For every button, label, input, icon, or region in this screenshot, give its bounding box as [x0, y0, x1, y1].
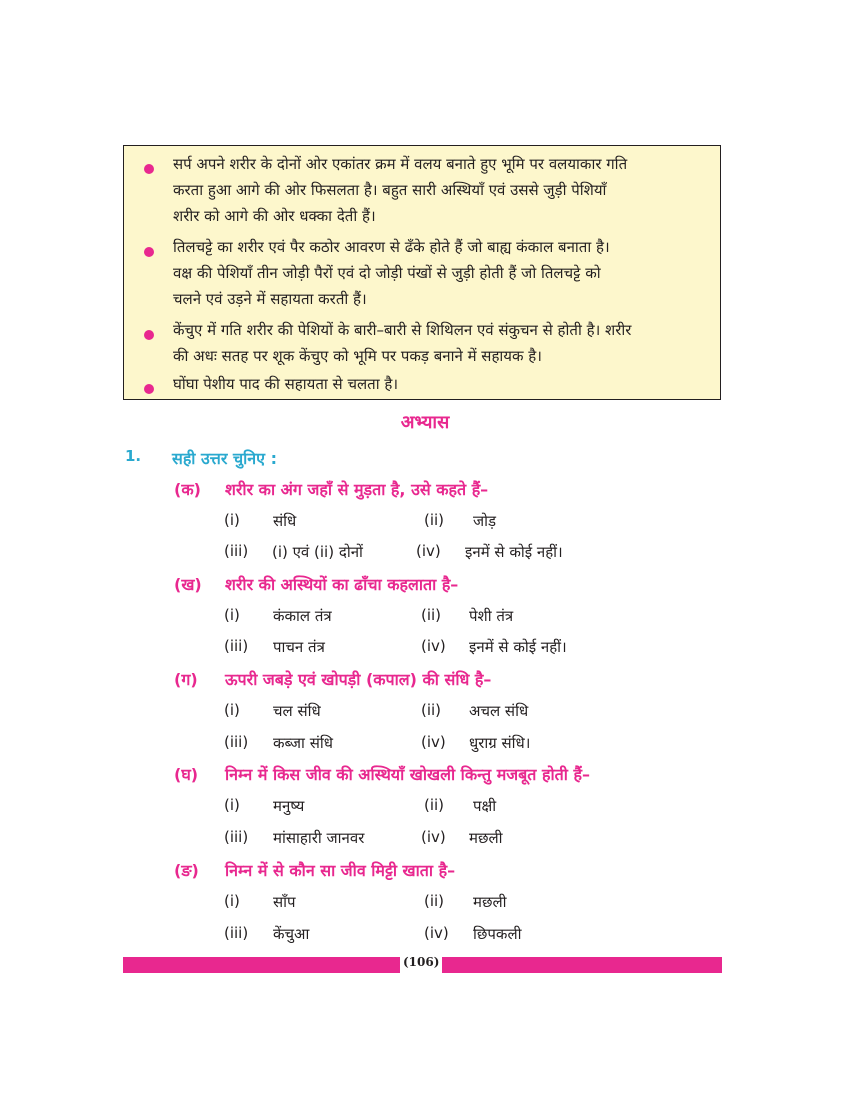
option-text: जोड़ — [473, 512, 497, 530]
option-text: इनमें से कोई नहीं। — [465, 543, 563, 561]
summary-line: सर्प अपने शरीर के दोनों ओर एकांतर क्रम में वलय बनाते हुए भूमि पर वलयाकार गति — [173, 155, 628, 173]
subquestion-text: शरीर का अंग जहाँ से मुड़ता है, उसे कहते हैं– — [225, 480, 489, 499]
summary-line: घोंघा पेशीय पाद की सहायता से चलता है। — [173, 375, 399, 393]
option-number: (ii) — [421, 606, 442, 624]
option-text: मछली — [473, 893, 507, 911]
option-number: (iv) — [421, 733, 446, 751]
option-number: (i) — [224, 511, 240, 529]
bullet-dot — [144, 164, 154, 174]
summary-line: करता हुआ आगे की ओर फिसलता है। बहुत सारी अस्थियाँ एवं उससे जुड़ी पेशियाँ — [173, 181, 607, 199]
option-text: पाचन तंत्र — [273, 638, 325, 656]
subquestion-letter: (क) — [174, 480, 201, 499]
bullet-dot — [144, 247, 154, 257]
summary-box — [123, 145, 721, 400]
summary-line: चलने एवं उड़ने में सहायता करती हैं। — [173, 290, 367, 308]
option-number: (i) — [224, 796, 240, 814]
option-number: (i) — [224, 606, 240, 624]
option-number: (iii) — [224, 828, 249, 846]
subquestion-letter: (ङ) — [174, 861, 199, 880]
option-text: चल संधि — [273, 702, 321, 720]
option-number: (iii) — [224, 733, 249, 751]
footer-bar-right — [442, 957, 722, 973]
option-number: (ii) — [424, 796, 445, 814]
option-text: संधि — [273, 512, 297, 530]
subquestion-letter: (घ) — [174, 765, 199, 784]
option-number: (iii) — [224, 542, 249, 560]
option-text: इनमें से कोई नहीं। — [469, 638, 567, 656]
option-text: पक्षी — [473, 797, 497, 815]
option-number: (iv) — [416, 542, 441, 560]
option-text: मनुष्य — [273, 797, 305, 815]
option-text: कंकाल तंत्र — [273, 607, 332, 625]
option-number: (ii) — [424, 511, 445, 529]
option-number: (i) — [224, 701, 240, 719]
option-number: (iii) — [224, 637, 249, 655]
option-text: अचल संधि — [469, 702, 529, 720]
subquestion-letter: (ख) — [174, 575, 202, 594]
option-text: साँप — [273, 893, 296, 911]
subquestion-text: निम्न में से कौन सा जीव मिट्टी खाता है– — [225, 861, 456, 880]
subquestion-text: निम्न में किस जीव की अस्थियाँ खोखली किन्तु मजबूत होती हैं– — [225, 765, 590, 784]
summary-line: की अधः सतह पर शूक केंचुए को भूमि पर पकड़ बनाने में सहायक है। — [173, 347, 542, 365]
subquestion-text: ऊपरी जबड़े एवं खोपड़ी (कपाल) की संधि है– — [225, 670, 492, 689]
option-number: (iv) — [421, 828, 446, 846]
footer-bar-left — [123, 957, 400, 973]
question-title: सही उत्तर चुनिए : — [172, 449, 277, 468]
subquestion-letter: (ग) — [174, 670, 198, 689]
option-text: केंचुआ — [273, 925, 310, 943]
bullet-dot — [144, 384, 154, 394]
option-number: (ii) — [424, 892, 445, 910]
exercise-heading: अभ्यास — [400, 412, 450, 433]
question-number: 1. — [125, 447, 142, 465]
page-number: (106) — [403, 955, 440, 969]
option-text: छिपकली — [473, 925, 522, 943]
option-number: (ii) — [421, 701, 442, 719]
option-text: धुराग्र संधि। — [469, 734, 531, 752]
summary-line: तिलचट्टे का शरीर एवं पैर कठोर आवरण से ढँके होते हैं जो बाह्य कंकाल बनाता है। — [173, 238, 610, 256]
option-text: मांसाहारी जानवर — [273, 829, 365, 847]
option-text: पेशी तंत्र — [469, 607, 514, 625]
option-text: कब्जा संधि — [273, 734, 333, 752]
option-number: (iv) — [421, 637, 446, 655]
option-number: (iv) — [424, 924, 449, 942]
summary-line: शरीर को आगे की ओर धक्का देती हैं। — [173, 207, 376, 225]
option-number: (i) — [224, 892, 240, 910]
option-number: (iii) — [224, 924, 249, 942]
bullet-dot — [144, 330, 154, 340]
summary-line: केंचुए में गति शरीर की पेशियों के बारी–बारी से शिथिलन एवं संकुचन से होती है। शरीर — [173, 321, 632, 339]
option-text: (i) एवं (ii) दोनों — [272, 543, 363, 561]
option-text: मछली — [469, 829, 503, 847]
subquestion-text: शरीर की अस्थियों का ढाँचा कहलाता है– — [225, 575, 459, 594]
summary-line: वक्ष की पेशियाँ तीन जोड़ी पैरों एवं दो जोड़ी पंखों से जुड़ी होती हैं जो तिलचट्टे को — [173, 264, 601, 282]
